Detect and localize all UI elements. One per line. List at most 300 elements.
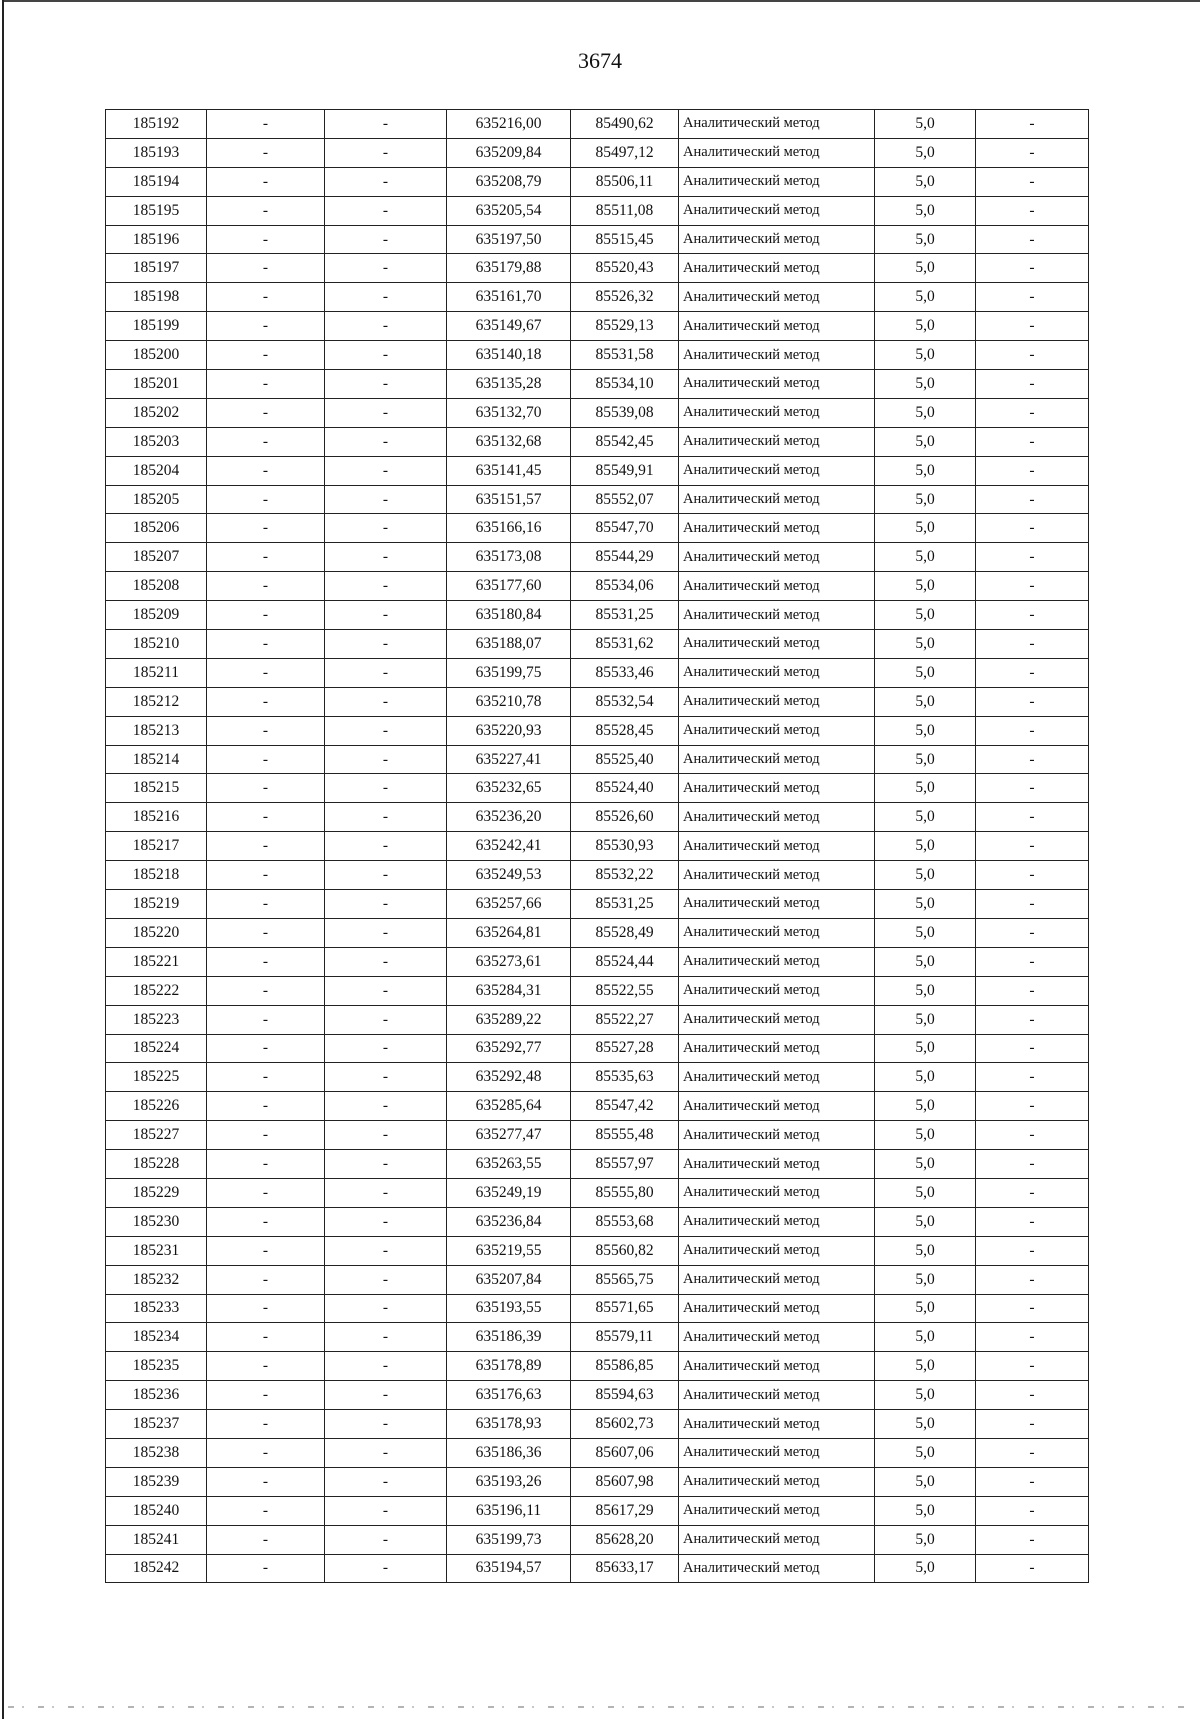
method-cell: Аналитический метод — [679, 1265, 875, 1294]
empty-mark-cell: - — [207, 832, 325, 861]
accuracy-cell: 5,0 — [875, 283, 976, 312]
empty-mark-cell: - — [976, 1150, 1089, 1179]
method-cell: Аналитический метод — [679, 485, 875, 514]
empty-mark-cell: - — [207, 312, 325, 341]
empty-mark-cell: - — [976, 774, 1089, 803]
point-id-cell: 185207 — [106, 543, 207, 572]
point-id-cell: 185197 — [106, 254, 207, 283]
table-row — [106, 254, 1089, 283]
x-coordinate-cell: 635220,93 — [447, 716, 571, 745]
table-row — [106, 1178, 1089, 1207]
table-row — [106, 1092, 1089, 1121]
table-row — [106, 601, 1089, 630]
y-coordinate-cell: 85526,60 — [571, 803, 679, 832]
accuracy-cell: 5,0 — [875, 312, 976, 341]
empty-mark-cell: - — [325, 1410, 447, 1439]
empty-mark-cell: - — [207, 1554, 325, 1583]
accuracy-cell: 5,0 — [875, 1294, 976, 1323]
x-coordinate-cell: 635284,31 — [447, 976, 571, 1005]
y-coordinate-cell: 85594,63 — [571, 1381, 679, 1410]
accuracy-cell: 5,0 — [875, 716, 976, 745]
accuracy-cell: 5,0 — [875, 1178, 976, 1207]
accuracy-cell: 5,0 — [875, 630, 976, 659]
x-coordinate-cell: 635141,45 — [447, 456, 571, 485]
y-coordinate-cell: 85555,80 — [571, 1178, 679, 1207]
y-coordinate-cell: 85532,22 — [571, 861, 679, 890]
x-coordinate-cell: 635188,07 — [447, 630, 571, 659]
empty-mark-cell: - — [976, 658, 1089, 687]
empty-mark-cell: - — [325, 1207, 447, 1236]
accuracy-cell: 5,0 — [875, 1381, 976, 1410]
empty-mark-cell: - — [976, 601, 1089, 630]
table-row — [106, 167, 1089, 196]
empty-mark-cell: - — [325, 254, 447, 283]
x-coordinate-cell: 635242,41 — [447, 832, 571, 861]
empty-mark-cell: - — [976, 803, 1089, 832]
x-coordinate-cell: 635196,11 — [447, 1496, 571, 1525]
y-coordinate-cell: 85617,29 — [571, 1496, 679, 1525]
empty-mark-cell: - — [325, 427, 447, 456]
x-coordinate-cell: 635140,18 — [447, 341, 571, 370]
point-id-cell: 185208 — [106, 572, 207, 601]
point-id-cell: 185238 — [106, 1438, 207, 1467]
point-id-cell: 185216 — [106, 803, 207, 832]
empty-mark-cell: - — [207, 630, 325, 659]
empty-mark-cell: - — [325, 543, 447, 572]
point-id-cell: 185209 — [106, 601, 207, 630]
empty-mark-cell: - — [976, 630, 1089, 659]
x-coordinate-cell: 635178,93 — [447, 1410, 571, 1439]
table-row — [106, 341, 1089, 370]
x-coordinate-cell: 635149,67 — [447, 312, 571, 341]
table-row — [106, 1496, 1089, 1525]
y-coordinate-cell: 85539,08 — [571, 398, 679, 427]
empty-mark-cell: - — [976, 427, 1089, 456]
x-coordinate-cell: 635132,70 — [447, 398, 571, 427]
y-coordinate-cell: 85526,32 — [571, 283, 679, 312]
empty-mark-cell: - — [976, 1207, 1089, 1236]
method-cell: Аналитический метод — [679, 1178, 875, 1207]
accuracy-cell: 5,0 — [875, 1063, 976, 1092]
accuracy-cell: 5,0 — [875, 1554, 976, 1583]
x-coordinate-cell: 635249,19 — [447, 1178, 571, 1207]
empty-mark-cell: - — [207, 283, 325, 312]
empty-mark-cell: - — [976, 1294, 1089, 1323]
method-cell: Аналитический метод — [679, 427, 875, 456]
point-id-cell: 185192 — [106, 110, 207, 139]
point-id-cell: 185222 — [106, 976, 207, 1005]
x-coordinate-cell: 635273,61 — [447, 947, 571, 976]
y-coordinate-cell: 85533,46 — [571, 658, 679, 687]
accuracy-cell: 5,0 — [875, 1265, 976, 1294]
y-coordinate-cell: 85571,65 — [571, 1294, 679, 1323]
empty-mark-cell: - — [207, 1323, 325, 1352]
empty-mark-cell: - — [325, 687, 447, 716]
x-coordinate-cell: 635193,55 — [447, 1294, 571, 1323]
x-coordinate-cell: 635285,64 — [447, 1092, 571, 1121]
method-cell: Аналитический метод — [679, 861, 875, 890]
y-coordinate-cell: 85534,06 — [571, 572, 679, 601]
point-id-cell: 185241 — [106, 1525, 207, 1554]
accuracy-cell: 5,0 — [875, 1121, 976, 1150]
y-coordinate-cell: 85557,97 — [571, 1150, 679, 1179]
y-coordinate-cell: 85552,07 — [571, 485, 679, 514]
point-id-cell: 185220 — [106, 918, 207, 947]
empty-mark-cell: - — [976, 918, 1089, 947]
y-coordinate-cell: 85633,17 — [571, 1554, 679, 1583]
empty-mark-cell: - — [325, 196, 447, 225]
table-row — [106, 803, 1089, 832]
table-row — [106, 1034, 1089, 1063]
x-coordinate-cell: 635227,41 — [447, 745, 571, 774]
method-cell: Аналитический метод — [679, 283, 875, 312]
empty-mark-cell: - — [325, 398, 447, 427]
empty-mark-cell: - — [976, 1236, 1089, 1265]
accuracy-cell: 5,0 — [875, 1525, 976, 1554]
empty-mark-cell: - — [207, 745, 325, 774]
point-id-cell: 185202 — [106, 398, 207, 427]
x-coordinate-cell: 635236,84 — [447, 1207, 571, 1236]
y-coordinate-cell: 85531,58 — [571, 341, 679, 370]
point-id-cell: 185229 — [106, 1178, 207, 1207]
point-id-cell: 185196 — [106, 225, 207, 254]
y-coordinate-cell: 85531,25 — [571, 601, 679, 630]
empty-mark-cell: - — [976, 370, 1089, 399]
table-row — [106, 890, 1089, 919]
x-coordinate-cell: 635292,77 — [447, 1034, 571, 1063]
table-row — [106, 427, 1089, 456]
y-coordinate-cell: 85529,13 — [571, 312, 679, 341]
table-row — [106, 1207, 1089, 1236]
empty-mark-cell: - — [207, 1294, 325, 1323]
method-cell: Аналитический метод — [679, 514, 875, 543]
x-coordinate-cell: 635236,20 — [447, 803, 571, 832]
table-row — [106, 716, 1089, 745]
empty-mark-cell: - — [207, 398, 325, 427]
point-id-cell: 185224 — [106, 1034, 207, 1063]
y-coordinate-cell: 85555,48 — [571, 1121, 679, 1150]
accuracy-cell: 5,0 — [875, 138, 976, 167]
point-id-cell: 185200 — [106, 341, 207, 370]
empty-mark-cell: - — [207, 1063, 325, 1092]
y-coordinate-cell: 85528,49 — [571, 918, 679, 947]
method-cell: Аналитический метод — [679, 1467, 875, 1496]
y-coordinate-cell: 85547,70 — [571, 514, 679, 543]
table-row — [106, 1265, 1089, 1294]
table-row — [106, 630, 1089, 659]
method-cell: Аналитический метод — [679, 1525, 875, 1554]
x-coordinate-cell: 635257,66 — [447, 890, 571, 919]
empty-mark-cell: - — [325, 1323, 447, 1352]
method-cell: Аналитический метод — [679, 312, 875, 341]
point-id-cell: 185203 — [106, 427, 207, 456]
table-row — [106, 947, 1089, 976]
table-row — [106, 283, 1089, 312]
empty-mark-cell: - — [976, 832, 1089, 861]
method-cell: Аналитический метод — [679, 1496, 875, 1525]
y-coordinate-cell: 85602,73 — [571, 1410, 679, 1439]
y-coordinate-cell: 85524,40 — [571, 774, 679, 803]
method-cell: Аналитический метод — [679, 687, 875, 716]
table-row — [106, 1438, 1089, 1467]
empty-mark-cell: - — [976, 1005, 1089, 1034]
empty-mark-cell: - — [325, 1438, 447, 1467]
x-coordinate-cell: 635177,60 — [447, 572, 571, 601]
empty-mark-cell: - — [325, 1525, 447, 1554]
method-cell: Аналитический метод — [679, 1092, 875, 1121]
empty-mark-cell: - — [976, 1092, 1089, 1121]
x-coordinate-cell: 635208,79 — [447, 167, 571, 196]
accuracy-cell: 5,0 — [875, 1005, 976, 1034]
table-row — [106, 658, 1089, 687]
accuracy-cell: 5,0 — [875, 543, 976, 572]
method-cell: Аналитический метод — [679, 1438, 875, 1467]
method-cell: Аналитический метод — [679, 630, 875, 659]
point-id-cell: 185215 — [106, 774, 207, 803]
table-row — [106, 1467, 1089, 1496]
table-row — [106, 1063, 1089, 1092]
y-coordinate-cell: 85530,93 — [571, 832, 679, 861]
method-cell: Аналитический метод — [679, 167, 875, 196]
empty-mark-cell: - — [325, 312, 447, 341]
empty-mark-cell: - — [976, 716, 1089, 745]
x-coordinate-cell: 635179,88 — [447, 254, 571, 283]
empty-mark-cell: - — [976, 1554, 1089, 1583]
empty-mark-cell: - — [325, 138, 447, 167]
page-border-top — [2, 0, 1200, 2]
method-cell: Аналитический метод — [679, 370, 875, 399]
empty-mark-cell: - — [325, 745, 447, 774]
empty-mark-cell: - — [207, 1005, 325, 1034]
empty-mark-cell: - — [207, 658, 325, 687]
method-cell: Аналитический метод — [679, 774, 875, 803]
accuracy-cell: 5,0 — [875, 427, 976, 456]
x-coordinate-cell: 635180,84 — [447, 601, 571, 630]
page-number: 3674 — [578, 48, 622, 73]
method-cell: Аналитический метод — [679, 1381, 875, 1410]
empty-mark-cell: - — [976, 1381, 1089, 1410]
point-id-cell: 185228 — [106, 1150, 207, 1179]
empty-mark-cell: - — [976, 1467, 1089, 1496]
accuracy-cell: 5,0 — [875, 1236, 976, 1265]
method-cell: Аналитический метод — [679, 832, 875, 861]
method-cell: Аналитический метод — [679, 572, 875, 601]
empty-mark-cell: - — [325, 947, 447, 976]
empty-mark-cell: - — [325, 774, 447, 803]
table-row — [106, 1236, 1089, 1265]
x-coordinate-cell: 635194,57 — [447, 1554, 571, 1583]
empty-mark-cell: - — [325, 890, 447, 919]
empty-mark-cell: - — [207, 947, 325, 976]
empty-mark-cell: - — [325, 918, 447, 947]
method-cell: Аналитический метод — [679, 1005, 875, 1034]
table-row — [106, 196, 1089, 225]
empty-mark-cell: - — [207, 890, 325, 919]
method-cell: Аналитический метод — [679, 918, 875, 947]
point-id-cell: 185234 — [106, 1323, 207, 1352]
empty-mark-cell: - — [325, 1121, 447, 1150]
y-coordinate-cell: 85527,28 — [571, 1034, 679, 1063]
y-coordinate-cell: 85525,40 — [571, 745, 679, 774]
accuracy-cell: 5,0 — [875, 803, 976, 832]
coordinates-table-body — [106, 110, 1089, 1583]
empty-mark-cell: - — [976, 1121, 1089, 1150]
empty-mark-cell: - — [207, 1150, 325, 1179]
x-coordinate-cell: 635135,28 — [447, 370, 571, 399]
point-id-cell: 185227 — [106, 1121, 207, 1150]
empty-mark-cell: - — [207, 514, 325, 543]
empty-mark-cell: - — [976, 514, 1089, 543]
empty-mark-cell: - — [207, 976, 325, 1005]
table-row — [106, 1554, 1089, 1583]
method-cell: Аналитический метод — [679, 890, 875, 919]
empty-mark-cell: - — [325, 976, 447, 1005]
empty-mark-cell: - — [325, 1265, 447, 1294]
y-coordinate-cell: 85524,44 — [571, 947, 679, 976]
empty-mark-cell: - — [325, 283, 447, 312]
table-row — [106, 1294, 1089, 1323]
x-coordinate-cell: 635186,36 — [447, 1438, 571, 1467]
method-cell: Аналитический метод — [679, 456, 875, 485]
accuracy-cell: 5,0 — [875, 890, 976, 919]
x-coordinate-cell: 635210,78 — [447, 687, 571, 716]
accuracy-cell: 5,0 — [875, 1323, 976, 1352]
empty-mark-cell: - — [207, 687, 325, 716]
method-cell: Аналитический метод — [679, 1034, 875, 1063]
method-cell: Аналитический метод — [679, 225, 875, 254]
empty-mark-cell: - — [976, 1525, 1089, 1554]
accuracy-cell: 5,0 — [875, 1092, 976, 1121]
empty-mark-cell: - — [976, 485, 1089, 514]
empty-mark-cell: - — [207, 167, 325, 196]
table-row — [106, 1121, 1089, 1150]
point-id-cell: 185198 — [106, 283, 207, 312]
point-id-cell: 185193 — [106, 138, 207, 167]
point-id-cell: 185213 — [106, 716, 207, 745]
empty-mark-cell: - — [325, 803, 447, 832]
table-row — [106, 861, 1089, 890]
empty-mark-cell: - — [207, 254, 325, 283]
empty-mark-cell: - — [207, 716, 325, 745]
empty-mark-cell: - — [207, 543, 325, 572]
empty-mark-cell: - — [976, 196, 1089, 225]
point-id-cell: 185225 — [106, 1063, 207, 1092]
table-row — [106, 745, 1089, 774]
y-coordinate-cell: 85520,43 — [571, 254, 679, 283]
point-id-cell: 185195 — [106, 196, 207, 225]
table-row — [106, 572, 1089, 601]
method-cell: Аналитический метод — [679, 1323, 875, 1352]
point-id-cell: 185201 — [106, 370, 207, 399]
y-coordinate-cell: 85607,06 — [571, 1438, 679, 1467]
y-coordinate-cell: 85553,68 — [571, 1207, 679, 1236]
empty-mark-cell: - — [976, 167, 1089, 196]
x-coordinate-cell: 635264,81 — [447, 918, 571, 947]
empty-mark-cell: - — [207, 1121, 325, 1150]
point-id-cell: 185194 — [106, 167, 207, 196]
empty-mark-cell: - — [976, 1178, 1089, 1207]
method-cell: Аналитический метод — [679, 1236, 875, 1265]
point-id-cell: 185221 — [106, 947, 207, 976]
empty-mark-cell: - — [207, 1352, 325, 1381]
point-id-cell: 185210 — [106, 630, 207, 659]
empty-mark-cell: - — [325, 1496, 447, 1525]
point-id-cell: 185212 — [106, 687, 207, 716]
empty-mark-cell: - — [207, 572, 325, 601]
empty-mark-cell: - — [325, 658, 447, 687]
method-cell: Аналитический метод — [679, 110, 875, 139]
y-coordinate-cell: 85531,62 — [571, 630, 679, 659]
empty-mark-cell: - — [976, 398, 1089, 427]
accuracy-cell: 5,0 — [875, 601, 976, 630]
empty-mark-cell: - — [325, 1236, 447, 1265]
point-id-cell: 185204 — [106, 456, 207, 485]
empty-mark-cell: - — [976, 861, 1089, 890]
x-coordinate-cell: 635197,50 — [447, 225, 571, 254]
y-coordinate-cell: 85560,82 — [571, 1236, 679, 1265]
empty-mark-cell: - — [325, 832, 447, 861]
table-row — [106, 514, 1089, 543]
y-coordinate-cell: 85579,11 — [571, 1323, 679, 1352]
y-coordinate-cell: 85549,91 — [571, 456, 679, 485]
method-cell: Аналитический метод — [679, 1554, 875, 1583]
accuracy-cell: 5,0 — [875, 658, 976, 687]
point-id-cell: 185239 — [106, 1467, 207, 1496]
accuracy-cell: 5,0 — [875, 1410, 976, 1439]
empty-mark-cell: - — [976, 1410, 1089, 1439]
empty-mark-cell: - — [325, 370, 447, 399]
point-id-cell: 185211 — [106, 658, 207, 687]
method-cell: Аналитический метод — [679, 1063, 875, 1092]
x-coordinate-cell: 635173,08 — [447, 543, 571, 572]
empty-mark-cell: - — [325, 1294, 447, 1323]
accuracy-cell: 5,0 — [875, 745, 976, 774]
table-row — [106, 918, 1089, 947]
method-cell: Аналитический метод — [679, 1294, 875, 1323]
accuracy-cell: 5,0 — [875, 1207, 976, 1236]
empty-mark-cell: - — [325, 514, 447, 543]
table-row — [106, 1410, 1089, 1439]
empty-mark-cell: - — [325, 456, 447, 485]
x-coordinate-cell: 635178,89 — [447, 1352, 571, 1381]
x-coordinate-cell: 635199,73 — [447, 1525, 571, 1554]
point-id-cell: 185232 — [106, 1265, 207, 1294]
empty-mark-cell: - — [325, 341, 447, 370]
empty-mark-cell: - — [207, 1438, 325, 1467]
empty-mark-cell: - — [207, 918, 325, 947]
accuracy-cell: 5,0 — [875, 774, 976, 803]
empty-mark-cell: - — [976, 341, 1089, 370]
table-row — [106, 687, 1089, 716]
empty-mark-cell: - — [976, 1496, 1089, 1525]
empty-mark-cell: - — [976, 312, 1089, 341]
y-coordinate-cell: 85528,45 — [571, 716, 679, 745]
accuracy-cell: 5,0 — [875, 1150, 976, 1179]
empty-mark-cell: - — [325, 1554, 447, 1583]
empty-mark-cell: - — [976, 976, 1089, 1005]
coordinates-table — [105, 109, 1089, 1583]
accuracy-cell: 5,0 — [875, 341, 976, 370]
y-coordinate-cell: 85628,20 — [571, 1525, 679, 1554]
y-coordinate-cell: 85586,85 — [571, 1352, 679, 1381]
accuracy-cell: 5,0 — [875, 485, 976, 514]
method-cell: Аналитический метод — [679, 196, 875, 225]
table-row — [106, 398, 1089, 427]
empty-mark-cell: - — [976, 110, 1089, 139]
empty-mark-cell: - — [207, 196, 325, 225]
x-coordinate-cell: 635216,00 — [447, 110, 571, 139]
table-row — [106, 1005, 1089, 1034]
